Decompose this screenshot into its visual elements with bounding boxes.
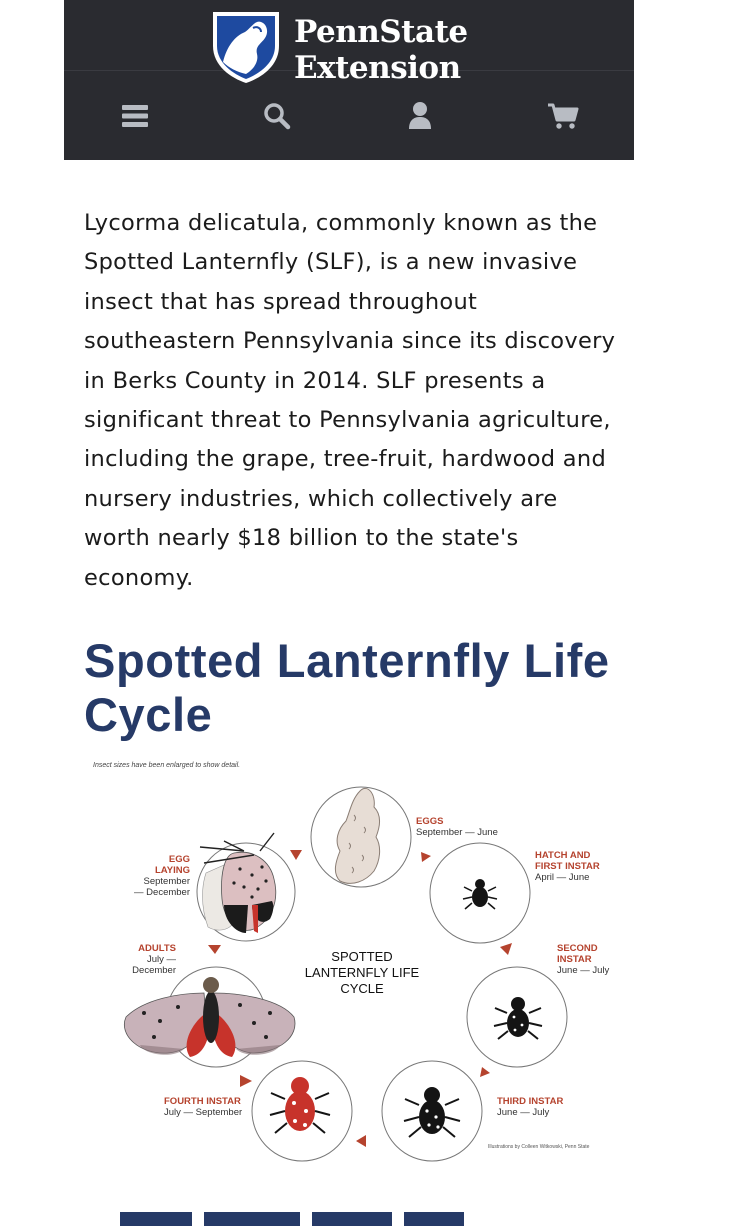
diagram-center-label: SPOTTED LANTERNFLY LIFE CYCLE xyxy=(304,949,420,996)
user-icon xyxy=(407,101,433,131)
intro-paragraph xyxy=(84,204,624,598)
size-note: Insect sizes have been enlarged to show detail. xyxy=(93,762,241,769)
next-heading-partial xyxy=(120,1212,540,1226)
brand-name[interactable]: PennState Extension xyxy=(294,14,468,86)
stage-label-egg-laying: EGG LAYING September — December xyxy=(134,854,190,898)
menu-icon xyxy=(120,103,150,129)
stage-label-adults: ADULTS July — December xyxy=(132,943,176,976)
cropped-heading-word xyxy=(120,1212,192,1226)
menu-button[interactable] xyxy=(113,94,157,138)
page-title: Spotted Lanternfly Life Cycle xyxy=(84,634,610,741)
life-cycle-diagram xyxy=(84,755,614,1165)
intro-text: Lycorma delicatula, commonly known as the Spotted Lanternfly (SLF), is a new invasive insect that has spread throughout southeastern Pennsylvania since its discovery in Berks County in 2014. SLF presents a significant threat to Pennsylvania agriculture, including the grape, tree-fruit, hardwood and nursery industries, which collectively are worth nearly $18 billion to the state's economy. xyxy=(84,210,616,591)
cropped-heading-word xyxy=(204,1212,300,1226)
search-icon xyxy=(263,102,291,130)
cropped-heading-word xyxy=(404,1212,464,1226)
nav-bar xyxy=(64,72,634,160)
account-button[interactable] xyxy=(398,94,442,138)
stage-label-second-instar: SECOND INSTAR June — July xyxy=(557,943,610,976)
stage-label-fourth-instar: FOURTH INSTAR July — September xyxy=(164,1096,243,1118)
brand-bar xyxy=(64,0,634,86)
stage-label-eggs: EGGS September — June xyxy=(416,816,498,838)
cart-button[interactable] xyxy=(541,94,585,138)
illustration-credit: Illustrations by Colleen Witkowski, Penn State xyxy=(488,1144,590,1150)
cart-icon xyxy=(547,102,579,130)
cropped-heading-word xyxy=(312,1212,392,1226)
stage-label-third-instar: THIRD INSTAR June — July xyxy=(497,1096,564,1118)
stage-label-first-instar: HATCH AND FIRST INSTAR April — June xyxy=(535,850,600,883)
search-button[interactable] xyxy=(255,94,299,138)
site-header xyxy=(64,0,634,160)
